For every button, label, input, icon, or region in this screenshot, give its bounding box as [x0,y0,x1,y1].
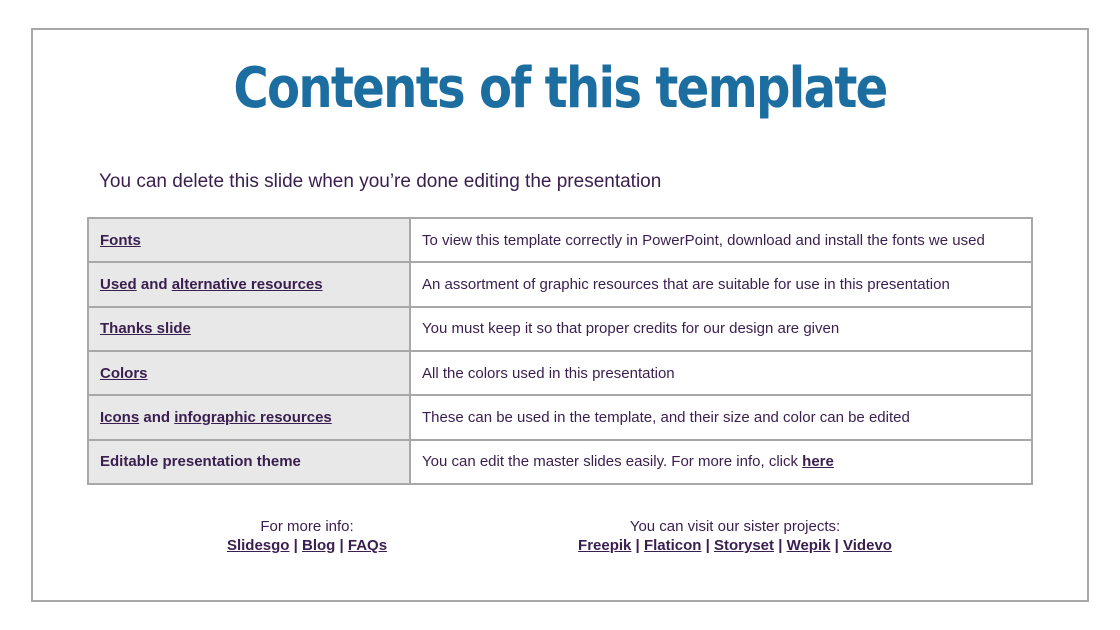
link-faqs[interactable]: FAQs [347,537,388,554]
row-label-cell [88,307,410,351]
footer-sister-projects-links [560,536,910,555]
link-separator: | [701,537,714,554]
link-colors[interactable]: Colors [100,364,148,382]
link-flaticon[interactable]: Flaticon [643,537,702,554]
row-description: You can edit the master slides easily. For more info, click [422,453,803,471]
link-fonts[interactable]: Fonts [100,231,141,249]
table-row [88,307,1032,351]
link-slidesgo[interactable]: Slidesgo [226,537,290,554]
footer-more-info [192,517,422,555]
row-description-cell [410,351,1032,395]
slide-subtitle: You can delete this slide when you’re done editing the presentation [99,171,662,192]
link-separator: | [774,537,787,554]
footer-more-info-heading: For more info: [260,518,354,535]
link-storyset[interactable]: Storyset [714,537,775,554]
row-label-cell [88,351,410,395]
footer-sister-projects [560,517,910,555]
row-label-text: Editable presentation theme [100,453,301,471]
table-row [88,262,1032,306]
footer-sister-projects-heading: You can visit our sister projects: [629,518,841,535]
footer-more-info-links [192,536,422,555]
link-videvo[interactable]: Videvo [843,537,892,554]
table-row [88,440,1032,484]
row-label-text: and [136,275,172,293]
table-row [88,218,1032,262]
link-here[interactable]: here [802,453,834,471]
link-freepik[interactable]: Freepik [578,537,632,554]
link-alternative-resources[interactable]: alternative resources [171,275,323,293]
row-label-cell [88,218,410,262]
row-description: All the colors used in this presentation [422,364,675,382]
link-icons[interactable]: Icons [100,408,140,426]
row-description: An assortment of graphic resources that are suitable for use in this presentation [422,275,950,293]
link-blog[interactable]: Blog [302,537,336,554]
table-row [88,395,1032,439]
row-description-cell [410,262,1032,306]
contents-table [87,217,1033,485]
row-label-cell [88,395,410,439]
row-label-text: and [139,408,175,426]
row-description: To view this template correctly in PowerPoint, download and install the fonts we used [422,231,985,249]
link-used[interactable]: Used [100,275,137,293]
row-label-cell [88,262,410,306]
table-row [88,351,1032,395]
slide-title: Contents of this template [233,56,887,121]
row-description: These can be used in the template, and their size and color can be edited [422,408,910,426]
link-separator: | [830,537,844,554]
link-separator: | [631,537,644,554]
link-wepik[interactable]: Wepik [786,537,831,554]
row-label-cell [88,440,410,484]
link-separator: | [289,537,302,554]
link-thanks-slide[interactable]: Thanks slide [100,320,191,338]
row-description-cell [410,440,1032,484]
link-separator: | [335,537,348,554]
link-infographic-resources[interactable]: infographic resources [174,408,332,426]
row-description-cell [410,395,1032,439]
row-description-cell [410,218,1032,262]
row-description-cell [410,307,1032,351]
row-description: You must keep it so that proper credits for our design are given [422,320,840,338]
